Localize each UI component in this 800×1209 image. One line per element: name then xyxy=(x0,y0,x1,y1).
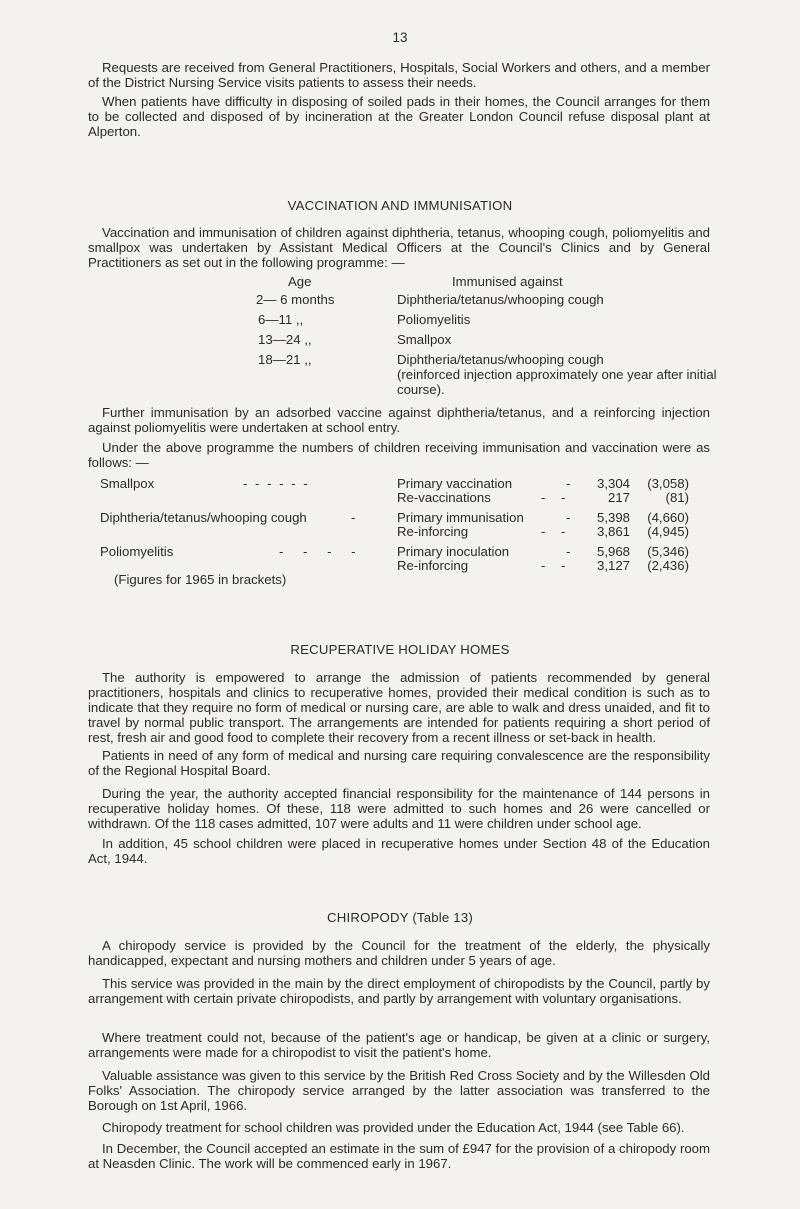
programme-against: Smallpox xyxy=(397,332,452,347)
figures-type: Re-vaccinations xyxy=(397,490,491,505)
figures-dash: - - xyxy=(541,490,572,505)
chiropody-paragraph-6: In December, the Council accepted an estimate in the sum of £947 for the provision of a chiropody room at Neasden Clinic. The work will be commenced early in 1967. xyxy=(88,1141,710,1171)
figures-value-1966: 3,304 xyxy=(596,476,630,491)
figures-row xyxy=(0,558,800,573)
figures-leader: - xyxy=(351,510,356,525)
figures-disease: Poliomyelitis xyxy=(100,544,174,559)
figures-row xyxy=(0,544,800,559)
figures-value-1965: (2,436) xyxy=(647,558,689,573)
figures-value-1966: 3,861 xyxy=(596,524,630,539)
figures-value-1965: (4,660) xyxy=(647,510,689,525)
programme-age: 6—11 ,, xyxy=(258,312,304,327)
figures-type: Re-inforcing xyxy=(397,524,469,539)
figures-leader: - - - - xyxy=(279,544,364,559)
vaccination-paragraph-1: Vaccination and immunisation of children against diphtheria, tetanus, whooping cough, poliomyelitis and smallpox was undertaken by Assistant Medical Officers at the Council's Clinics and by General Practitioners as set out in the following programme: — xyxy=(88,225,710,270)
recuperative-heading: RECUPERATIVE HOLIDAY HOMES xyxy=(290,642,510,657)
figures-disease: Diphtheria/tetanus/whooping cough xyxy=(100,510,307,525)
figures-type: Re-inforcing xyxy=(397,558,469,573)
figures-note: (Figures for 1965 in brackets) xyxy=(114,572,287,587)
figures-type: Primary immunisation xyxy=(397,510,524,525)
figures-row xyxy=(0,490,800,505)
programme-against: Diphtheria/tetanus/whooping cough xyxy=(397,352,604,367)
figures-value-1966: 3,127 xyxy=(596,558,630,573)
recuperative-paragraph-4: In addition, 45 school children were placed in recuperative homes under Section 48 of the Education Act, 1944. xyxy=(88,836,710,866)
figures-type: Primary inoculation xyxy=(397,544,510,559)
figures-value-1965: (3,058) xyxy=(647,476,689,491)
figures-dash: - xyxy=(566,476,571,491)
programme-age: 13—24 ,, xyxy=(258,332,312,347)
vaccination-paragraph-2: Further immunisation by an adsorbed vaccine against diphtheria/tetanus, and a reinforcing injection against poliomyelitis were undertaken at school entry. xyxy=(88,405,710,435)
chiropody-heading: CHIROPODY (Table 13) xyxy=(327,910,473,925)
figures-dash: - xyxy=(566,510,571,525)
page-number: 13 xyxy=(392,30,408,45)
chiropody-paragraph-5: Chiropody treatment for school children was provided under the Education Act, 1944 (see Table 66). xyxy=(102,1120,685,1135)
intro-paragraph-1: Requests are received from General Practitioners, Hospitals, Social Workers and others, and a member of the District Nursing Service visits patients to assess their needs. xyxy=(88,60,710,90)
recuperative-paragraph-3: During the year, the authority accepted financial responsibility for the maintenance of 144 persons in recuperative holiday homes. Of these, 118 were admitted to such homes and 26 were cancelled or withdrawn. Of the 118 cases admitted, 107 were adults and 11 were children under school age. xyxy=(88,786,710,831)
programme-age: 2— 6 months xyxy=(256,292,335,307)
figures-value-1966: 5,968 xyxy=(596,544,630,559)
programme-col-age: Age xyxy=(288,274,312,289)
intro-paragraph-2: When patients have difficulty in disposing of soiled pads in their homes, the Council arranges for them to be collected and disposed of by incineration at the Greater London Council refuse disposal plant at Alperton. xyxy=(88,94,710,139)
programme-col-immunised: Immunised against xyxy=(452,274,563,289)
programme-row xyxy=(0,292,800,307)
programme-row xyxy=(0,332,800,347)
programme-note: (reinforced injection approximately one year after initial course). xyxy=(397,367,717,397)
programme-row xyxy=(0,352,800,367)
figures-type: Primary vaccination xyxy=(397,476,513,491)
figures-disease: Smallpox xyxy=(100,476,155,491)
figures-dash: - - xyxy=(541,558,572,573)
chiropody-paragraph-3: Where treatment could not, because of the patient's age or handicap, be given at a clinic or surgery, arrangements were made for a chiropodist to visit the patient's home. xyxy=(88,1030,710,1060)
vaccination-paragraph-3: Under the above programme the numbers of children receiving immunisation and vaccination were as follows: — xyxy=(88,440,710,470)
recuperative-paragraph-1: The authority is empowered to arrange the admission of patients recommended by general practitioners, hospitals and clinics to recuperative homes, provided their medical condition is such as to indicate that they require no form of medical or nursing care, are able to walk and dress unaided, and fit to travel by normal public transport. The arrangements are intended for patients requiring a short period of rest, fresh air and good food to complete their recovery from a recent illness or set-back in health. xyxy=(88,670,710,745)
figures-value-1965: (4,945) xyxy=(647,524,689,539)
figures-row xyxy=(0,524,800,539)
programme-against: Poliomyelitis xyxy=(397,312,471,327)
programme-header xyxy=(0,274,800,289)
figures-dash: - xyxy=(566,544,571,559)
chiropody-paragraph-4: Valuable assistance was given to this service by the British Red Cross Society and by the Willesden Old Folks' Association. The chiropody service arranged by the latter association was transferred to the Borough on 1st April, 1966. xyxy=(88,1068,710,1113)
chiropody-paragraph-1: A chiropody service is provided by the Council for the treatment of the elderly, the physically handicapped, expectant and nursing mothers and children under 5 years of age. xyxy=(88,938,710,968)
figures-leader: - - - - - - xyxy=(243,476,310,491)
figures-row xyxy=(0,476,800,491)
vaccination-heading: VACCINATION AND IMMUNISATION xyxy=(287,198,513,213)
figures-value-1966: 5,398 xyxy=(596,510,630,525)
programme-against: Diphtheria/tetanus/whooping cough xyxy=(397,292,604,307)
programme-age: 18—21 ,, xyxy=(258,352,312,367)
programme-row xyxy=(0,312,800,327)
figures-value-1965: (81) xyxy=(665,490,689,505)
chiropody-paragraph-2: This service was provided in the main by the direct employment of chiropodists by the Council, partly by arrangement with certain private chiropodists, and partly by arrangement with voluntary organisations. xyxy=(88,976,710,1006)
figures-row xyxy=(0,510,800,525)
recuperative-paragraph-2: Patients in need of any form of medical and nursing care requiring convalescence are the responsibility of the Regional Hospital Board. xyxy=(88,748,710,778)
figures-value-1965: (5,346) xyxy=(647,544,689,559)
figures-dash: - - xyxy=(541,524,572,539)
figures-value-1966: 217 xyxy=(607,490,630,505)
